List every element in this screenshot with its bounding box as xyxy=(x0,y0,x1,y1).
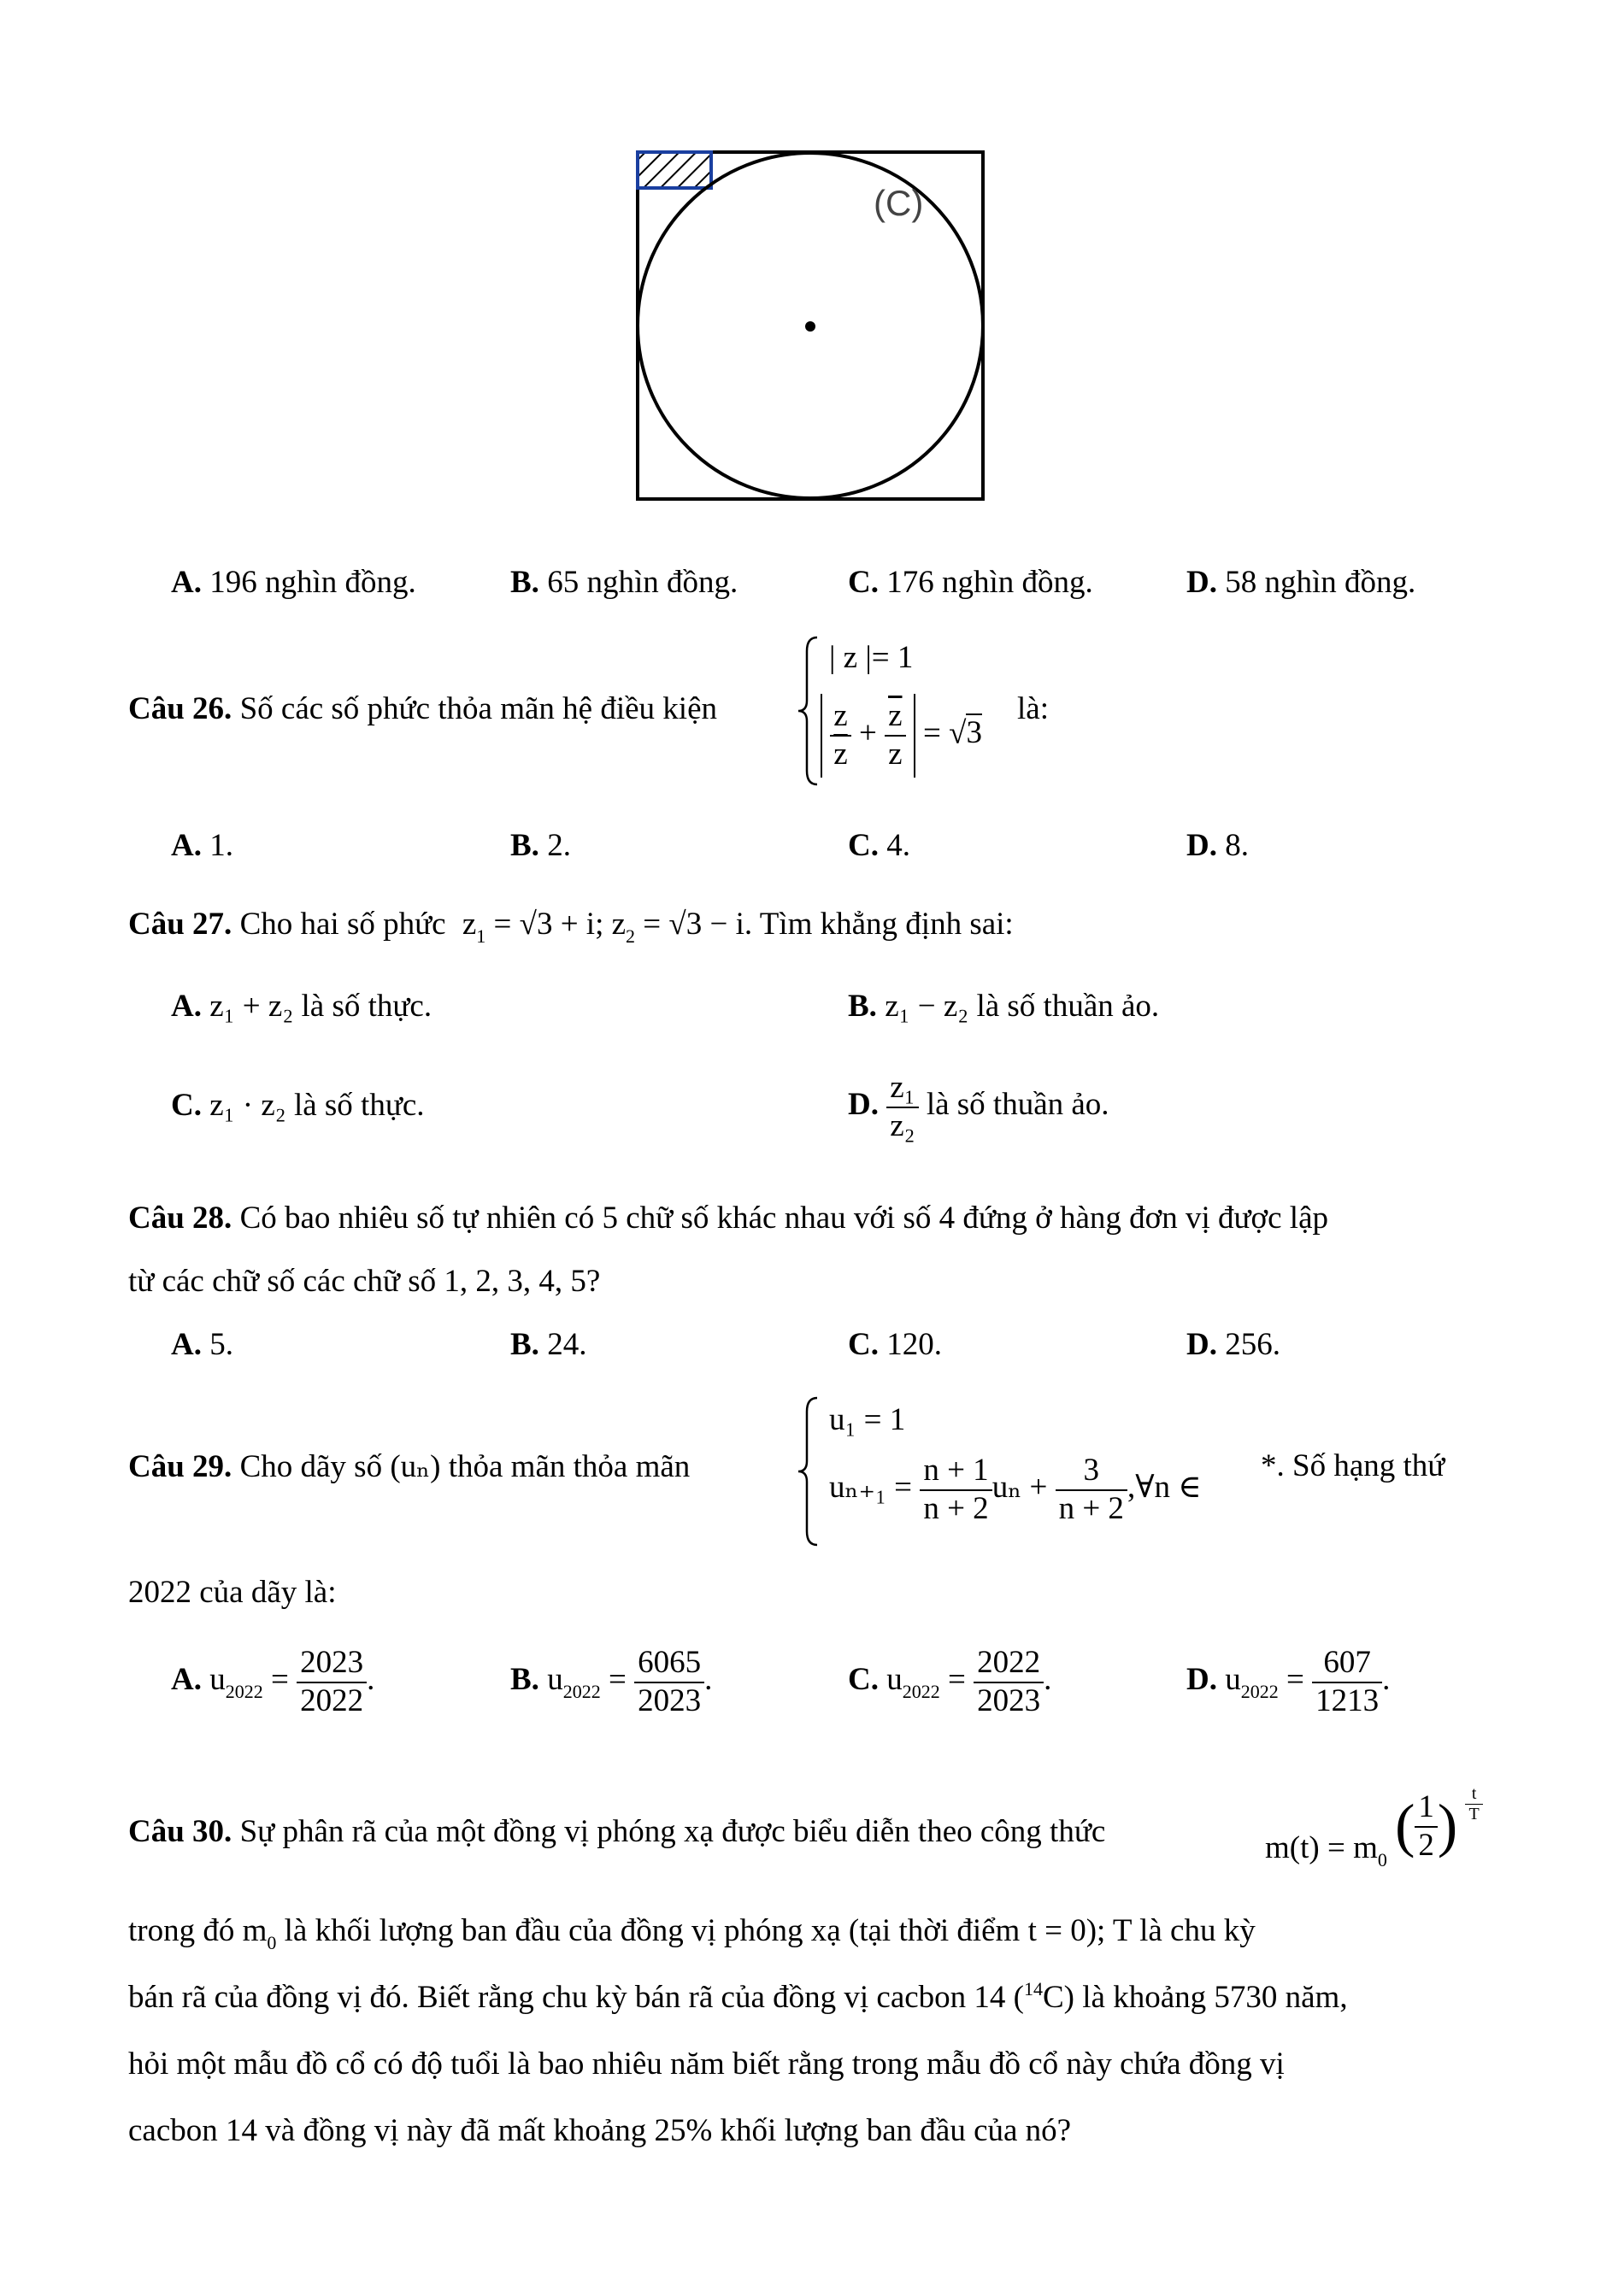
q25-option-a: A. 196 nghìn đồng. xyxy=(171,565,416,600)
q26-option-c: C. 4. xyxy=(848,828,910,863)
q27-option-c: C. z₁ · z₂ là số thực. xyxy=(171,1088,425,1123)
q27-option-a: A. z₁ + z₂ là số thực. xyxy=(171,989,432,1024)
q26-eq2: $\frac{z}{z}$ + $\frac{\overline{z}}{z}$ = √3 xyxy=(821,694,982,779)
q29-option-d: D. $u_{2022}$ = $\frac{607}{1213}$ . xyxy=(1186,1645,1391,1718)
q28-stem-line1: Câu 28. Có bao nhiêu số tự nhiên có 5 chữ số khác nhau với số 4 đứng ở hàng đơn vị được lập xyxy=(128,1201,1328,1236)
circle-label: (C) xyxy=(874,183,924,223)
q28-option-d: D. 256. xyxy=(1186,1327,1280,1362)
q26-eq1: | z |= 1 xyxy=(829,640,914,675)
q26-option-a: A. 1. xyxy=(171,828,233,863)
q27-option-b: B. z₁ − z₂ là số thuần ảo. xyxy=(848,989,1160,1024)
q30-line2: trong đó $m_0$ là khối lượng ban đầu của đồng vị phóng xạ (tại thời điểm t = 0); T là chu kỳ xyxy=(128,1913,1256,1953)
q30-stem: Câu 30. Sự phân rã của một đồng vị phóng xạ được biểu diễn theo công thức xyxy=(128,1814,1106,1849)
q25-option-d: D. 58 nghìn đồng. xyxy=(1186,565,1416,600)
q30-line4: hỏi một mẫu đồ cổ có độ tuổi là bao nhiêu năm biết rằng trong mẫu đồ cổ này chứa đồng vị xyxy=(128,2046,1285,2082)
q29-option-c: C. $u_{2022}$ = $\frac{2022}{2023}$ . xyxy=(848,1645,1052,1718)
q29-option-a: A. $u_{2022}$ = $\frac{2023}{2022}$ . xyxy=(171,1645,375,1718)
q26-stem: Câu 26. Số các số phức thỏa mãn hệ điều kiện xyxy=(128,691,718,726)
q29-line2: 2022 của dãy là: xyxy=(128,1575,337,1610)
hatched-corner xyxy=(638,152,711,188)
q25-option-b: B. 65 nghìn đồng. xyxy=(510,565,738,600)
q29-stem: Câu 29. Cho dãy số (uₙ) thỏa mãn thỏa mãn xyxy=(128,1449,691,1484)
q26-option-b: B. 2. xyxy=(510,828,571,863)
q26-option-d: D. 8. xyxy=(1186,828,1249,863)
q27-option-d: D. $\frac{\text{z₁}}{\text{z₂}}$ là số thuần ảo. xyxy=(848,1070,1109,1143)
q28-option-a: A. 5. xyxy=(171,1327,233,1362)
q27-stem: Câu 27. Cho hai số phức $z_1 = √3 + i$; $z_2 = √3 - i$. Tìm khẳng định sai: xyxy=(128,907,1014,947)
q29-option-b: B. $u_{2022}$ = $\frac{6065}{2023}$ . xyxy=(510,1645,713,1718)
q29-eq2: uₙ₊₁ = $\frac{n + 1}{n + 2}$ uₙ + $\frac{3}{n + 2}$ ,∀n ∈ xyxy=(829,1453,1202,1526)
q26-after: là: xyxy=(1017,691,1049,726)
q28-stem-line2: từ các chữ số các chữ số 1, 2, 3, 4, 5? xyxy=(128,1264,601,1299)
q29-after: *. Số hạng thứ xyxy=(1261,1448,1445,1483)
q30-line5: cacbon 14 và đồng vị này đã mất khoảng 25% khối lượng ban đầu của nó? xyxy=(128,2113,1072,2148)
circle-in-square-figure xyxy=(633,147,991,506)
q29-eq1: u₁ = 1 xyxy=(829,1402,906,1437)
q29-system-brace xyxy=(795,1395,821,1548)
q26-system-brace xyxy=(795,634,821,788)
q28-option-c: C. 120. xyxy=(848,1327,942,1362)
q28-option-b: B. 24. xyxy=(510,1327,587,1362)
q30-formula: $m(t) = m_0$ ( $\frac{1}{2}$ ) $\frac{t}{T}$ xyxy=(1265,1769,1483,1871)
q30-line3: bán rã của đồng vị đó. Biết rằng chu kỳ bán rã của đồng vị cacbon 14 ($^{14}$C) là khoảng 5730 năm, xyxy=(128,1978,1348,2015)
q25-option-c: C. 176 nghìn đồng. xyxy=(848,565,1093,600)
center-dot xyxy=(805,321,815,332)
